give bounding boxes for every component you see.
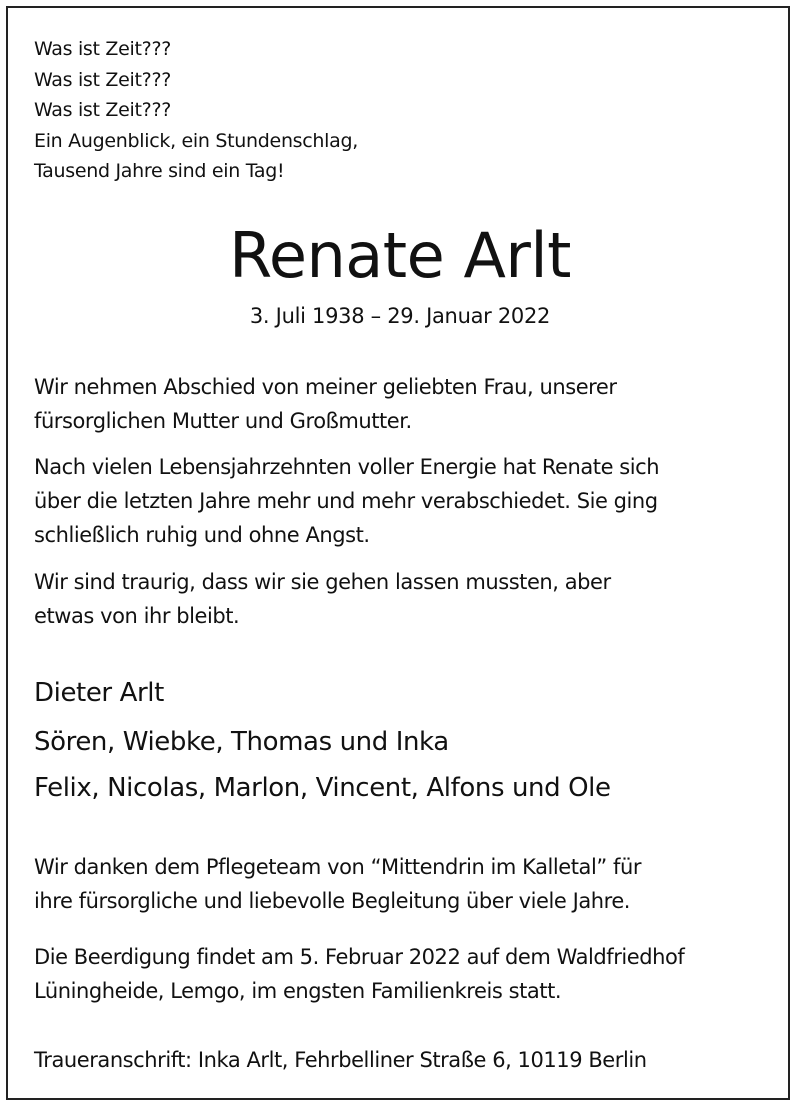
family-line-children: Sören, Wiebke, Thomas und Inka <box>34 727 449 757</box>
life-dates: 3. Juli 1938 – 29. Januar 2022 <box>249 304 551 328</box>
text-line: Die Beerdigung findet am 5. Februar 2022 auf dem Waldfriedhof <box>34 945 685 969</box>
message-paragraph-3 <box>34 565 611 633</box>
poem-line: Was ist Zeit??? <box>34 38 172 60</box>
text-line: etwas von ihr bleibt. <box>34 604 240 628</box>
poem <box>34 34 358 187</box>
text-line: ihre fürsorgliche und liebevolle Begleitung über viele Jahre. <box>34 889 631 913</box>
text-line: über die letzten Jahre mehr und mehr verabschiedet. Sie ging <box>34 489 658 513</box>
poem-line: Was ist Zeit??? <box>34 99 172 121</box>
text-line: schließlich ruhig und ohne Angst. <box>34 523 370 547</box>
text-line: Lüningheide, Lemgo, im engsten Familienkreis statt. <box>34 979 562 1003</box>
poem-line: Was ist Zeit??? <box>34 68 172 91</box>
message-paragraph-2 <box>34 450 659 552</box>
text-line: Wir nehmen Abschied von meiner geliebten Frau, unserer <box>34 375 617 399</box>
poem-line: Ein Augenblick, ein Stundenschlag, <box>34 129 358 152</box>
text-line: Nach vielen Lebensjahrzehnten voller Energie hat Renate sich <box>34 455 660 479</box>
thanks-paragraph <box>34 850 641 918</box>
deceased-name: Renate Arlt <box>229 219 571 292</box>
text-line: fürsorglichen Mutter und Großmutter. <box>34 409 412 433</box>
mourning-address: Traueranschrift: Inka Arlt, Fehrbelliner Straße 6, 10119 Berlin <box>34 1048 647 1072</box>
text-line: Wir danken dem Pflegeteam von “Mittendrin im Kalletal” für <box>34 855 641 879</box>
text-line: Wir sind traurig, dass wir sie gehen lassen mussten, aber <box>34 570 611 594</box>
family-line-husband: Dieter Arlt <box>34 678 164 708</box>
message-paragraph-1 <box>34 370 617 438</box>
family-line-grandchildren: Felix, Nicolas, Marlon, Vincent, Alfons und Ole <box>34 773 611 803</box>
poem-line: Tausend Jahre sind ein Tag! <box>34 160 285 182</box>
funeral-paragraph <box>34 940 684 1008</box>
